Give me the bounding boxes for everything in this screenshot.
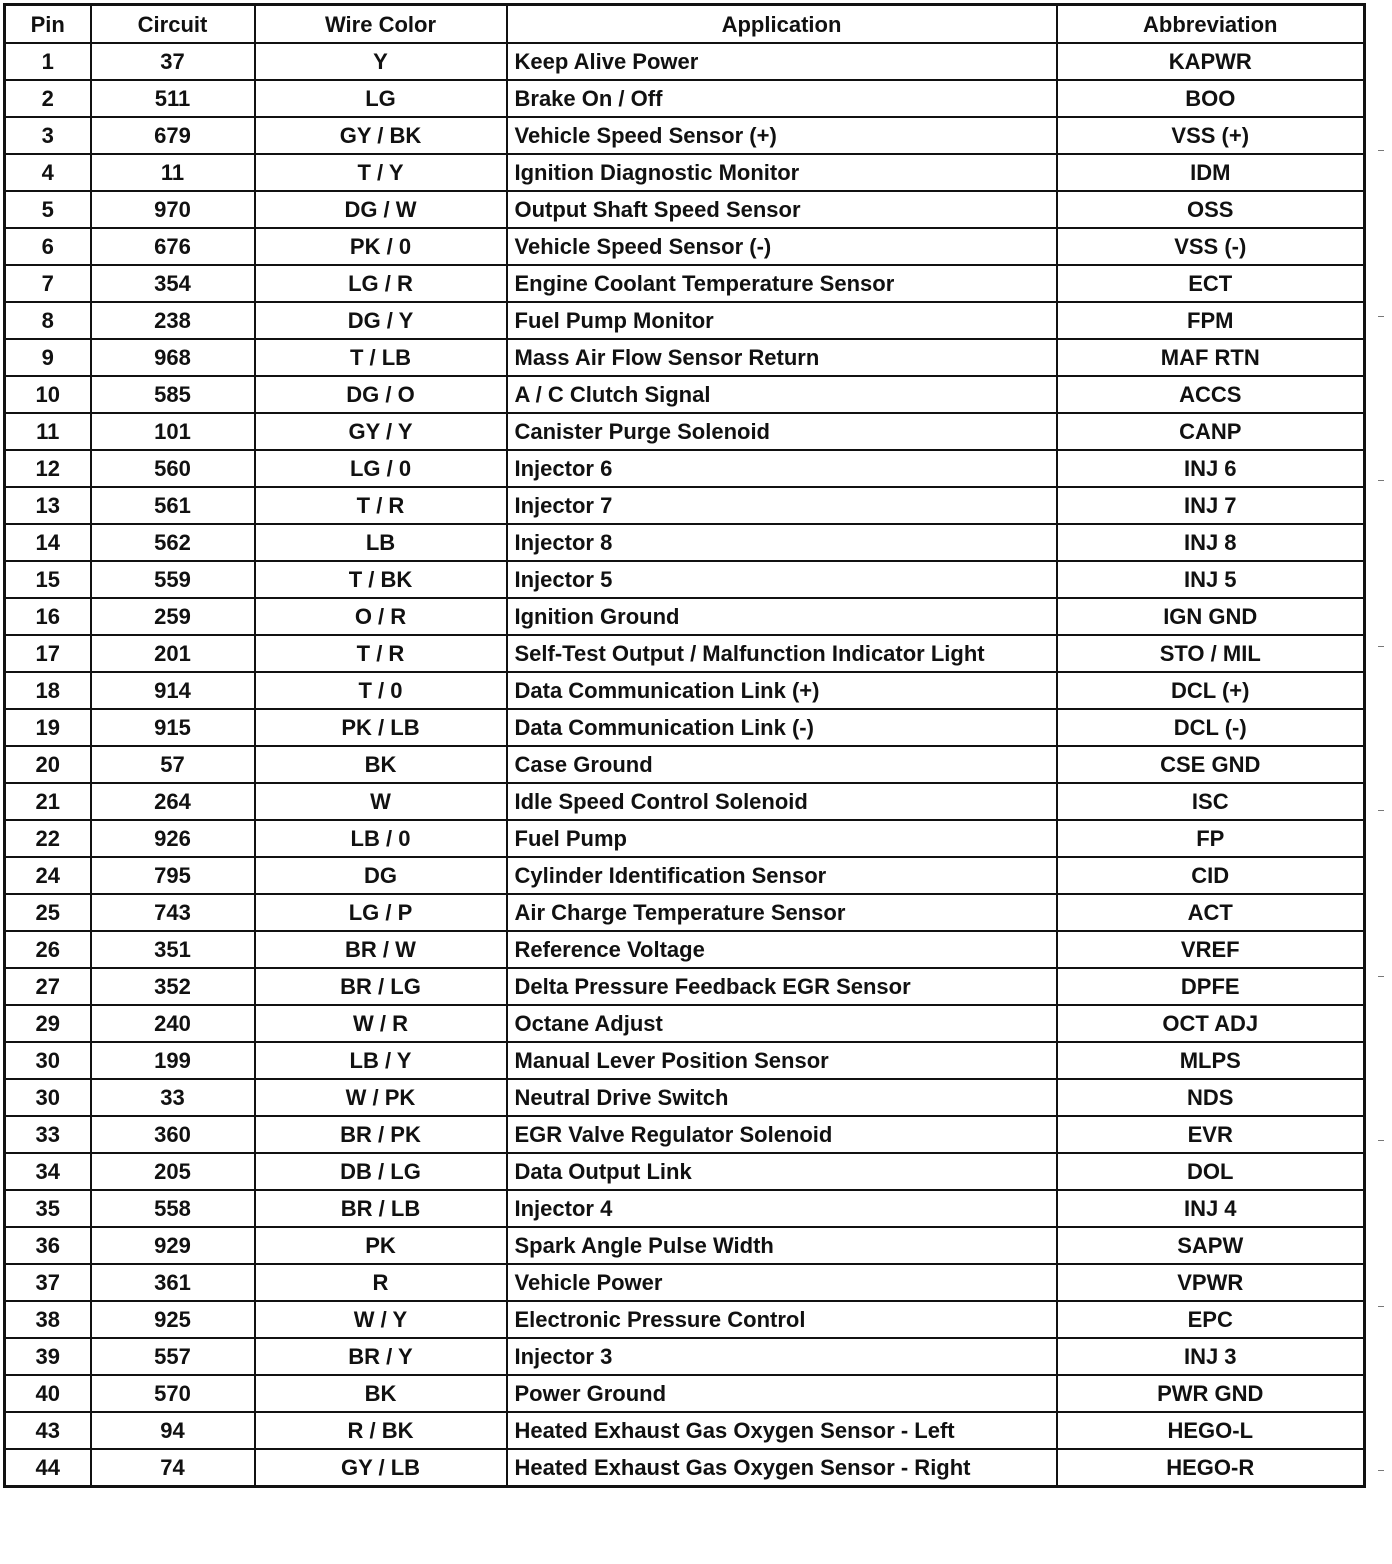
application-cell: Injector 5 <box>507 561 1057 598</box>
application-cell: Case Ground <box>507 746 1057 783</box>
wire-color-cell: GY / LB <box>255 1449 507 1487</box>
application-cell: Injector 7 <box>507 487 1057 524</box>
table-row <box>5 487 1365 524</box>
table-row <box>5 1338 1365 1375</box>
header-abbreviation: Abbreviation <box>1057 5 1365 44</box>
abbreviation-cell: FP <box>1057 820 1365 857</box>
application-cell: Injector 4 <box>507 1190 1057 1227</box>
application-cell: Power Ground <box>507 1375 1057 1412</box>
margin-tick-mark <box>1378 1140 1384 1141</box>
table-row <box>5 117 1365 154</box>
circuit-cell: 925 <box>91 1301 255 1338</box>
circuit-cell: 37 <box>91 43 255 80</box>
wire-color-cell: W / PK <box>255 1079 507 1116</box>
application-cell: Manual Lever Position Sensor <box>507 1042 1057 1079</box>
circuit-cell: 74 <box>91 1449 255 1487</box>
wire-color-cell: PK <box>255 1227 507 1264</box>
table-row <box>5 265 1365 302</box>
application-cell: Cylinder Identification Sensor <box>507 857 1057 894</box>
application-cell: Heated Exhaust Gas Oxygen Sensor - Left <box>507 1412 1057 1449</box>
abbreviation-cell: INJ 4 <box>1057 1190 1365 1227</box>
pin-cell: 21 <box>5 783 91 820</box>
application-cell: Injector 6 <box>507 450 1057 487</box>
table-row <box>5 1264 1365 1301</box>
pin-cell: 7 <box>5 265 91 302</box>
table-row <box>5 1301 1365 1338</box>
wire-color-cell: LB <box>255 524 507 561</box>
header-circuit: Circuit <box>91 5 255 44</box>
application-cell: Idle Speed Control Solenoid <box>507 783 1057 820</box>
pin-cell: 12 <box>5 450 91 487</box>
table-row <box>5 857 1365 894</box>
application-cell: Mass Air Flow Sensor Return <box>507 339 1057 376</box>
circuit-cell: 570 <box>91 1375 255 1412</box>
abbreviation-cell: NDS <box>1057 1079 1365 1116</box>
table-row <box>5 43 1365 80</box>
wire-color-cell: DG / W <box>255 191 507 228</box>
circuit-cell: 558 <box>91 1190 255 1227</box>
abbreviation-cell: INJ 8 <box>1057 524 1365 561</box>
application-cell: Vehicle Power <box>507 1264 1057 1301</box>
wire-color-cell: DG / O <box>255 376 507 413</box>
abbreviation-cell: KAPWR <box>1057 43 1365 80</box>
wire-color-cell: PK / 0 <box>255 228 507 265</box>
wire-color-cell: LG / R <box>255 265 507 302</box>
abbreviation-cell: INJ 6 <box>1057 450 1365 487</box>
margin-tick-mark <box>1378 810 1384 811</box>
margin-tick-mark <box>1378 976 1384 977</box>
abbreviation-cell: PWR GND <box>1057 1375 1365 1412</box>
pin-cell: 26 <box>5 931 91 968</box>
circuit-cell: 101 <box>91 413 255 450</box>
abbreviation-cell: OSS <box>1057 191 1365 228</box>
pin-cell: 44 <box>5 1449 91 1487</box>
table-row <box>5 1005 1365 1042</box>
wire-color-cell: LB / 0 <box>255 820 507 857</box>
table-row <box>5 1190 1365 1227</box>
circuit-cell: 970 <box>91 191 255 228</box>
application-cell: Keep Alive Power <box>507 43 1057 80</box>
table-row <box>5 1079 1365 1116</box>
table-row <box>5 376 1365 413</box>
application-cell: Fuel Pump Monitor <box>507 302 1057 339</box>
circuit-cell: 11 <box>91 154 255 191</box>
abbreviation-cell: DCL (+) <box>1057 672 1365 709</box>
table-row <box>5 191 1365 228</box>
table-row <box>5 80 1365 117</box>
application-cell: Data Communication Link (+) <box>507 672 1057 709</box>
application-cell: Engine Coolant Temperature Sensor <box>507 265 1057 302</box>
abbreviation-cell: OCT ADJ <box>1057 1005 1365 1042</box>
pin-cell: 3 <box>5 117 91 154</box>
pin-cell: 43 <box>5 1412 91 1449</box>
abbreviation-cell: MLPS <box>1057 1042 1365 1079</box>
pin-cell: 33 <box>5 1116 91 1153</box>
abbreviation-cell: DCL (-) <box>1057 709 1365 746</box>
pin-cell: 34 <box>5 1153 91 1190</box>
abbreviation-cell: CSE GND <box>1057 746 1365 783</box>
circuit-cell: 354 <box>91 265 255 302</box>
table-row <box>5 1375 1365 1412</box>
wire-color-cell: R / BK <box>255 1412 507 1449</box>
abbreviation-cell: FPM <box>1057 302 1365 339</box>
table-row <box>5 598 1365 635</box>
pin-cell: 6 <box>5 228 91 265</box>
wire-color-cell: LG <box>255 80 507 117</box>
wire-color-cell: R <box>255 1264 507 1301</box>
circuit-cell: 914 <box>91 672 255 709</box>
wire-color-cell: GY / Y <box>255 413 507 450</box>
margin-tick-mark <box>1378 316 1384 317</box>
table-row <box>5 302 1365 339</box>
circuit-cell: 926 <box>91 820 255 857</box>
application-cell: Spark Angle Pulse Width <box>507 1227 1057 1264</box>
table-row <box>5 820 1365 857</box>
pin-cell: 4 <box>5 154 91 191</box>
margin-tick-mark <box>1378 646 1384 647</box>
wire-color-cell: LG / P <box>255 894 507 931</box>
wire-color-cell: W / Y <box>255 1301 507 1338</box>
application-cell: Heated Exhaust Gas Oxygen Sensor - Right <box>507 1449 1057 1487</box>
circuit-cell: 585 <box>91 376 255 413</box>
table-body <box>5 43 1365 1487</box>
abbreviation-cell: VREF <box>1057 931 1365 968</box>
application-cell: Delta Pressure Feedback EGR Sensor <box>507 968 1057 1005</box>
application-cell: Ignition Ground <box>507 598 1057 635</box>
table-row <box>5 968 1365 1005</box>
application-cell: Ignition Diagnostic Monitor <box>507 154 1057 191</box>
abbreviation-cell: ISC <box>1057 783 1365 820</box>
abbreviation-cell: STO / MIL <box>1057 635 1365 672</box>
application-cell: Self-Test Output / Malfunction Indicator Light <box>507 635 1057 672</box>
circuit-cell: 264 <box>91 783 255 820</box>
table-row <box>5 524 1365 561</box>
abbreviation-cell: INJ 7 <box>1057 487 1365 524</box>
application-cell: Canister Purge Solenoid <box>507 413 1057 450</box>
circuit-cell: 351 <box>91 931 255 968</box>
pin-cell: 29 <box>5 1005 91 1042</box>
table-header <box>5 5 1365 44</box>
circuit-cell: 968 <box>91 339 255 376</box>
abbreviation-cell: CANP <box>1057 413 1365 450</box>
wire-color-cell: W <box>255 783 507 820</box>
pin-cell: 17 <box>5 635 91 672</box>
circuit-cell: 676 <box>91 228 255 265</box>
wire-color-cell: T / Y <box>255 154 507 191</box>
table-row <box>5 746 1365 783</box>
circuit-cell: 560 <box>91 450 255 487</box>
margin-tick-mark <box>1378 1470 1384 1471</box>
pin-cell: 27 <box>5 968 91 1005</box>
application-cell: Output Shaft Speed Sensor <box>507 191 1057 228</box>
wire-color-cell: W / R <box>255 1005 507 1042</box>
abbreviation-cell: IGN GND <box>1057 598 1365 635</box>
circuit-cell: 562 <box>91 524 255 561</box>
application-cell: Brake On / Off <box>507 80 1057 117</box>
table-row <box>5 894 1365 931</box>
pin-cell: 35 <box>5 1190 91 1227</box>
application-cell: Vehicle Speed Sensor (-) <box>507 228 1057 265</box>
circuit-cell: 201 <box>91 635 255 672</box>
table-row <box>5 1227 1365 1264</box>
abbreviation-cell: MAF RTN <box>1057 339 1365 376</box>
circuit-cell: 929 <box>91 1227 255 1264</box>
wire-color-cell: BK <box>255 1375 507 1412</box>
pin-cell: 9 <box>5 339 91 376</box>
circuit-cell: 511 <box>91 80 255 117</box>
pin-cell: 10 <box>5 376 91 413</box>
table-row <box>5 931 1365 968</box>
wire-color-cell: PK / LB <box>255 709 507 746</box>
abbreviation-cell: HEGO-R <box>1057 1449 1365 1487</box>
table-row <box>5 413 1365 450</box>
circuit-cell: 561 <box>91 487 255 524</box>
application-cell: Injector 3 <box>507 1338 1057 1375</box>
margin-tick-mark <box>1378 150 1384 151</box>
table-row <box>5 783 1365 820</box>
circuit-cell: 205 <box>91 1153 255 1190</box>
application-cell: Reference Voltage <box>507 931 1057 968</box>
pin-cell: 38 <box>5 1301 91 1338</box>
table-row <box>5 154 1365 191</box>
wire-color-cell: T / R <box>255 487 507 524</box>
margin-tick-mark <box>1378 1306 1384 1307</box>
header-pin: Pin <box>5 5 91 44</box>
circuit-cell: 743 <box>91 894 255 931</box>
abbreviation-cell: EPC <box>1057 1301 1365 1338</box>
circuit-cell: 57 <box>91 746 255 783</box>
circuit-cell: 360 <box>91 1116 255 1153</box>
table-row <box>5 635 1365 672</box>
table-row <box>5 339 1365 376</box>
circuit-cell: 795 <box>91 857 255 894</box>
wire-color-cell: Y <box>255 43 507 80</box>
pin-cell: 30 <box>5 1079 91 1116</box>
pin-cell: 24 <box>5 857 91 894</box>
application-cell: A / C Clutch Signal <box>507 376 1057 413</box>
table-row <box>5 1153 1365 1190</box>
application-cell: Fuel Pump <box>507 820 1057 857</box>
wire-color-cell: DB / LG <box>255 1153 507 1190</box>
circuit-cell: 199 <box>91 1042 255 1079</box>
wire-color-cell: BR / W <box>255 931 507 968</box>
circuit-cell: 33 <box>91 1079 255 1116</box>
wire-color-cell: BK <box>255 746 507 783</box>
circuit-cell: 361 <box>91 1264 255 1301</box>
wire-color-cell: BR / PK <box>255 1116 507 1153</box>
application-cell: Data Communication Link (-) <box>507 709 1057 746</box>
abbreviation-cell: DOL <box>1057 1153 1365 1190</box>
table-row <box>5 228 1365 265</box>
wire-color-cell: BR / LB <box>255 1190 507 1227</box>
circuit-cell: 679 <box>91 117 255 154</box>
wire-color-cell: LG / 0 <box>255 450 507 487</box>
abbreviation-cell: VPWR <box>1057 1264 1365 1301</box>
abbreviation-cell: ECT <box>1057 265 1365 302</box>
wire-color-cell: BR / Y <box>255 1338 507 1375</box>
pin-cell: 36 <box>5 1227 91 1264</box>
pin-cell: 39 <box>5 1338 91 1375</box>
table-row <box>5 450 1365 487</box>
wire-color-cell: BR / LG <box>255 968 507 1005</box>
table-row <box>5 1412 1365 1449</box>
circuit-cell: 352 <box>91 968 255 1005</box>
abbreviation-cell: ACCS <box>1057 376 1365 413</box>
pin-cell: 14 <box>5 524 91 561</box>
circuit-cell: 559 <box>91 561 255 598</box>
wire-color-cell: T / LB <box>255 339 507 376</box>
circuit-cell: 259 <box>91 598 255 635</box>
wire-color-cell: T / R <box>255 635 507 672</box>
abbreviation-cell: ACT <box>1057 894 1365 931</box>
circuit-cell: 94 <box>91 1412 255 1449</box>
application-cell: Injector 8 <box>507 524 1057 561</box>
table-row <box>5 1449 1365 1487</box>
pin-cell: 22 <box>5 820 91 857</box>
wire-color-cell: T / BK <box>255 561 507 598</box>
table-row <box>5 709 1365 746</box>
pin-cell: 18 <box>5 672 91 709</box>
pin-cell: 20 <box>5 746 91 783</box>
application-cell: EGR Valve Regulator Solenoid <box>507 1116 1057 1153</box>
pin-cell: 8 <box>5 302 91 339</box>
application-cell: Octane Adjust <box>507 1005 1057 1042</box>
abbreviation-cell: SAPW <box>1057 1227 1365 1264</box>
pin-cell: 1 <box>5 43 91 80</box>
header-application: Application <box>507 5 1057 44</box>
pin-cell: 16 <box>5 598 91 635</box>
application-cell: Neutral Drive Switch <box>507 1079 1057 1116</box>
pin-cell: 2 <box>5 80 91 117</box>
abbreviation-cell: DPFE <box>1057 968 1365 1005</box>
wire-color-cell: DG / Y <box>255 302 507 339</box>
abbreviation-cell: CID <box>1057 857 1365 894</box>
wire-color-cell: T / 0 <box>255 672 507 709</box>
circuit-cell: 240 <box>91 1005 255 1042</box>
abbreviation-cell: VSS (-) <box>1057 228 1365 265</box>
table-row <box>5 1042 1365 1079</box>
abbreviation-cell: VSS (+) <box>1057 117 1365 154</box>
header-wire-color: Wire Color <box>255 5 507 44</box>
pin-cell: 37 <box>5 1264 91 1301</box>
table-row <box>5 1116 1365 1153</box>
abbreviation-cell: BOO <box>1057 80 1365 117</box>
application-cell: Data Output Link <box>507 1153 1057 1190</box>
wire-color-cell: DG <box>255 857 507 894</box>
table-row <box>5 672 1365 709</box>
wire-color-cell: O / R <box>255 598 507 635</box>
pin-cell: 30 <box>5 1042 91 1079</box>
header-row <box>5 5 1365 44</box>
pin-cell: 5 <box>5 191 91 228</box>
abbreviation-cell: INJ 3 <box>1057 1338 1365 1375</box>
circuit-cell: 915 <box>91 709 255 746</box>
wire-color-cell: GY / BK <box>255 117 507 154</box>
application-cell: Vehicle Speed Sensor (+) <box>507 117 1057 154</box>
application-cell: Air Charge Temperature Sensor <box>507 894 1057 931</box>
application-cell: Electronic Pressure Control <box>507 1301 1057 1338</box>
pin-cell: 13 <box>5 487 91 524</box>
pin-cell: 15 <box>5 561 91 598</box>
margin-tick-mark <box>1378 480 1384 481</box>
pin-cell: 19 <box>5 709 91 746</box>
abbreviation-cell: EVR <box>1057 1116 1365 1153</box>
pin-cell: 40 <box>5 1375 91 1412</box>
table-row <box>5 561 1365 598</box>
pin-assignment-table <box>3 3 1366 1488</box>
pin-cell: 25 <box>5 894 91 931</box>
abbreviation-cell: INJ 5 <box>1057 561 1365 598</box>
abbreviation-cell: IDM <box>1057 154 1365 191</box>
wire-color-cell: LB / Y <box>255 1042 507 1079</box>
abbreviation-cell: HEGO-L <box>1057 1412 1365 1449</box>
pin-cell: 11 <box>5 413 91 450</box>
circuit-cell: 238 <box>91 302 255 339</box>
circuit-cell: 557 <box>91 1338 255 1375</box>
